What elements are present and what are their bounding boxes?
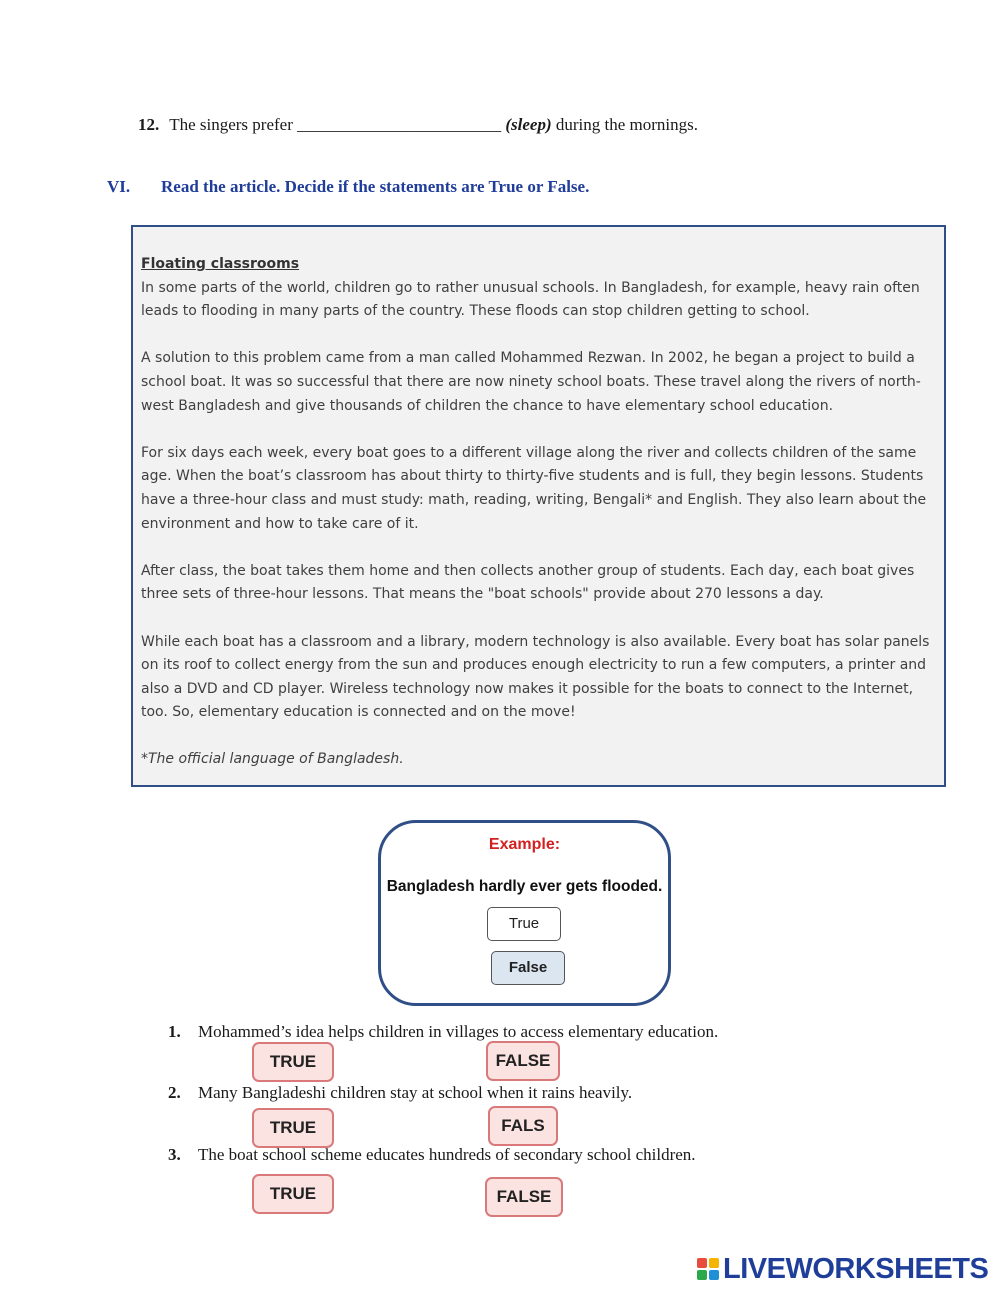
false-button[interactable]: FALSE: [485, 1177, 563, 1217]
example-label: Example:: [488, 836, 561, 853]
true-button[interactable]: TRUE: [252, 1042, 334, 1082]
example-box: [378, 820, 671, 1006]
question-text-after: during the mornings.: [555, 115, 699, 134]
false-button[interactable]: FALSE: [486, 1041, 560, 1081]
false-button[interactable]: FALS: [488, 1106, 558, 1146]
article-paragraph: A solution to this problem came from a man called Mohammed Rezwan. In 2002, he began a project to build a school boat. It was so successful that there are now ninety school boats. These travel along the rivers of north-west Bangladesh and give thousands of children the chance to have elementary school education.: [141, 350, 921, 414]
section-title: Read the article. Decide if the statements are True or False.: [161, 177, 590, 196]
statement-1: [168, 1022, 718, 1042]
article-paragraph: While each boat has a classroom and a library, modern technology is also available. Every boat has solar panels on its roof to collect energy from the sun and produces enough electricity to run a few computers, a printer and also a DVD and CD player. Wireless technology now makes it possible for the boats to connect to the Internet, too. So, elementary education is connected and on the move!: [141, 633, 930, 721]
answer-blank[interactable]: ________________________: [297, 115, 502, 134]
true-button[interactable]: TRUE: [252, 1174, 334, 1214]
statement-number: 3.: [168, 1145, 181, 1164]
statement-text: The boat school scheme educates hundreds of secondary school children.: [198, 1145, 696, 1164]
liveworksheets-logo: [697, 1253, 988, 1285]
question-number: 12.: [138, 115, 160, 134]
question-text-before: The singers prefer: [169, 115, 293, 134]
statement-text: Many Bangladeshi children stay at school when it rains heavily.: [198, 1083, 633, 1102]
statement-3: [168, 1145, 696, 1165]
true-button[interactable]: TRUE: [252, 1108, 334, 1148]
verb-hint: (sleep): [505, 115, 552, 134]
article-footnote: *The official language of Bangladesh.: [141, 751, 404, 768]
article-paragraph: In some parts of the world, children go to rather unusual schools. In Bangladesh, for example, heavy rain often leads to flooding in many parts of the country. These floods can stop children getting to school.: [141, 279, 920, 320]
section-number: VI.: [107, 177, 131, 196]
example-false-option: False: [491, 951, 565, 985]
statement-number: 1.: [168, 1022, 181, 1041]
article-paragraph: For six days each week, every boat goes to a different village along the river and collects children of the same age. When the boat’s classroom has about thirty to thirty-five students and is full, they begin lessons. Students have a three-hour class and must study: math, reading, writing, Bengali* and English. They also learn about the environment and how to take care of it.: [141, 444, 927, 532]
article-title: Floating classrooms: [141, 256, 300, 272]
example-statement: Bangladesh hardly ever gets flooded.: [386, 878, 663, 895]
article-box: [131, 225, 946, 787]
statement-number: 2.: [168, 1083, 181, 1102]
question-12: [138, 115, 698, 135]
statement-2: [168, 1083, 632, 1103]
statement-text: Mohammed’s idea helps children in villages to access elementary education.: [198, 1022, 719, 1041]
logo-text: LIVEWORKSHEETS: [723, 1252, 989, 1285]
logo-mark-icon: [697, 1258, 719, 1280]
article-paragraph: After class, the boat takes them home and then collects another group of students. Each day, each boat gives three sets of three-hour lessons. That means the "boat schools" provide about 270 lessons a day.: [141, 562, 915, 603]
example-true-option: True: [487, 907, 561, 941]
